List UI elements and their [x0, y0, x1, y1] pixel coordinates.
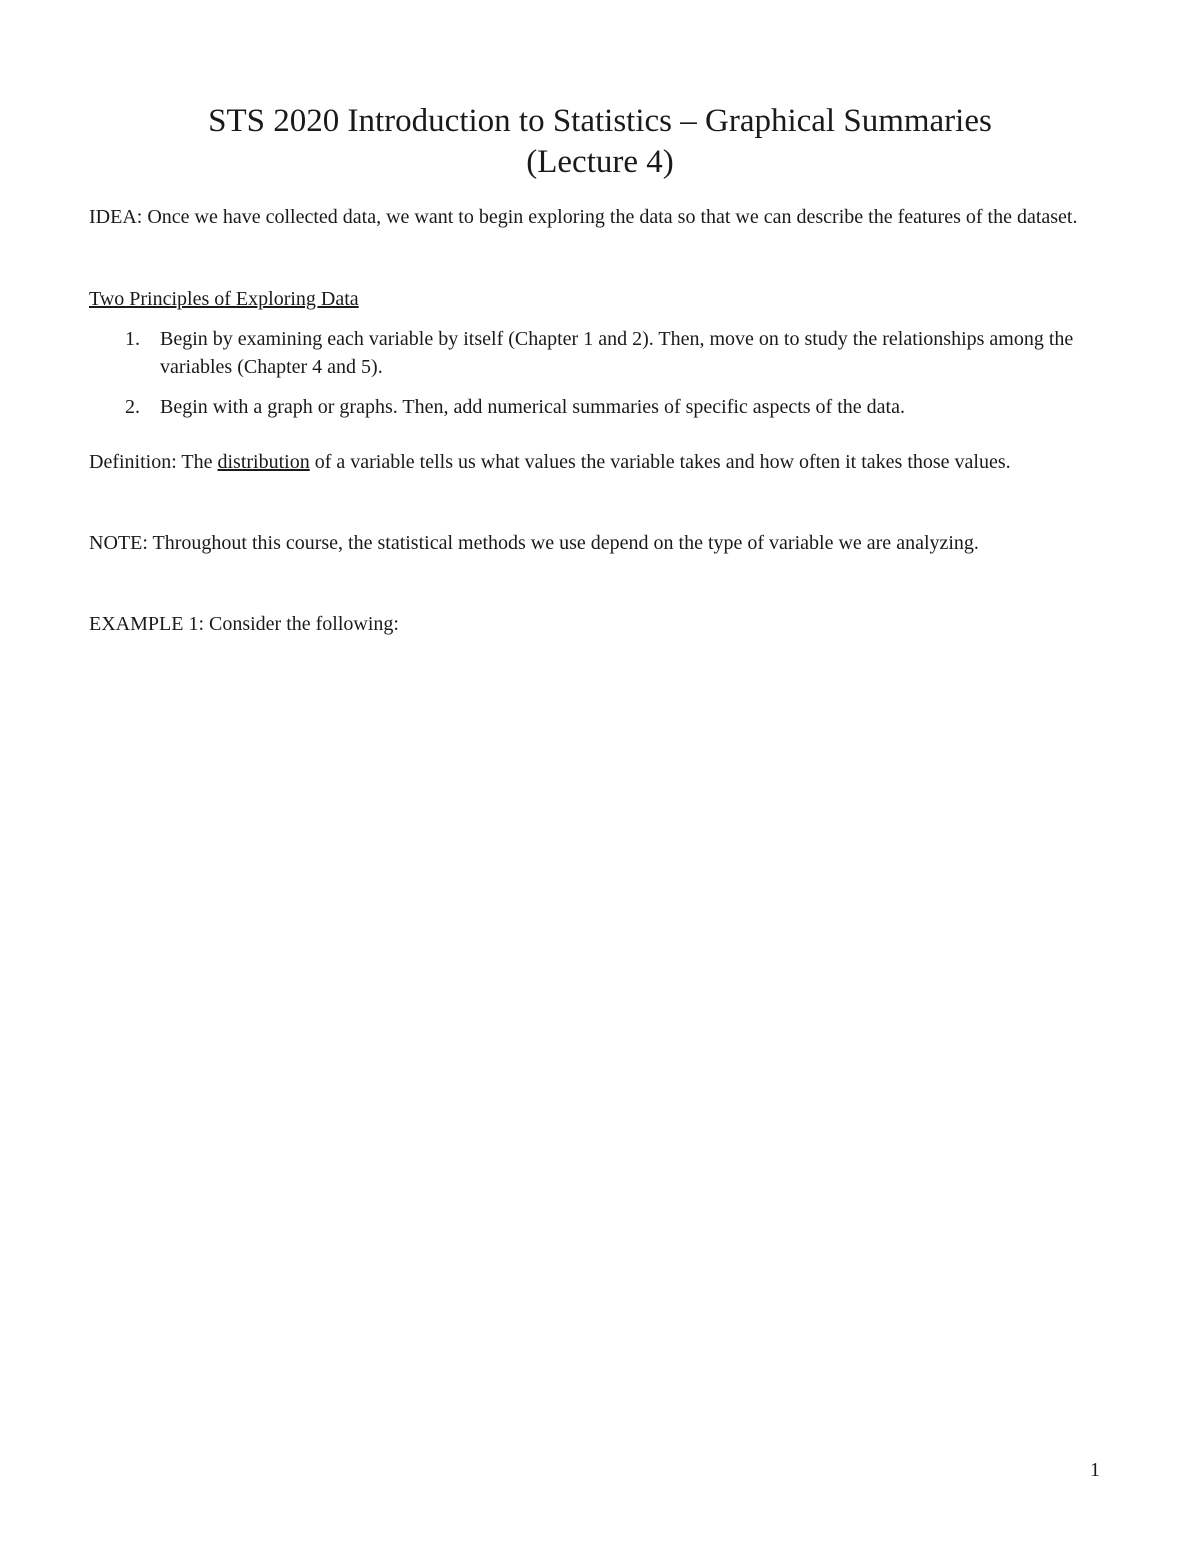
document-subtitle: (Lecture 4)	[526, 144, 674, 180]
definition-paragraph	[89, 448, 1079, 476]
note-paragraph: NOTE: Throughout this course, the statistical methods we use depend on the type of variable we are analyzing.	[89, 532, 979, 554]
definition-term: distribution	[217, 451, 310, 473]
list-item-text: Begin by examining each variable by itself (Chapter 1 and 2). Then, move on to study the relationships among the variables (Chapter 4 and 5).	[160, 328, 1074, 378]
list-item-number: 2.	[125, 396, 140, 418]
principles-list	[89, 325, 1079, 421]
principles-heading: Two Principles of Exploring Data	[89, 288, 359, 310]
definition-suffix: of a variable tells us what values the variable takes and how often it takes those values.	[309, 451, 1011, 473]
document-title: STS 2020 Introduction to Statistics – Graphical Summaries	[208, 103, 992, 139]
list-item-text: Begin with a graph or graphs. Then, add numerical summaries of specific aspects of the data.	[160, 396, 905, 418]
page-number: 1	[1090, 1459, 1100, 1481]
definition-prefix: Definition: The	[89, 451, 218, 473]
list-item	[89, 393, 1079, 421]
idea-paragraph: IDEA: Once we have collected data, we want to begin exploring the data so that we can describe the features of the dataset.	[89, 206, 1078, 228]
list-item-number: 1.	[125, 328, 140, 350]
example-paragraph: EXAMPLE 1: Consider the following:	[89, 613, 399, 635]
list-item	[89, 325, 1079, 381]
